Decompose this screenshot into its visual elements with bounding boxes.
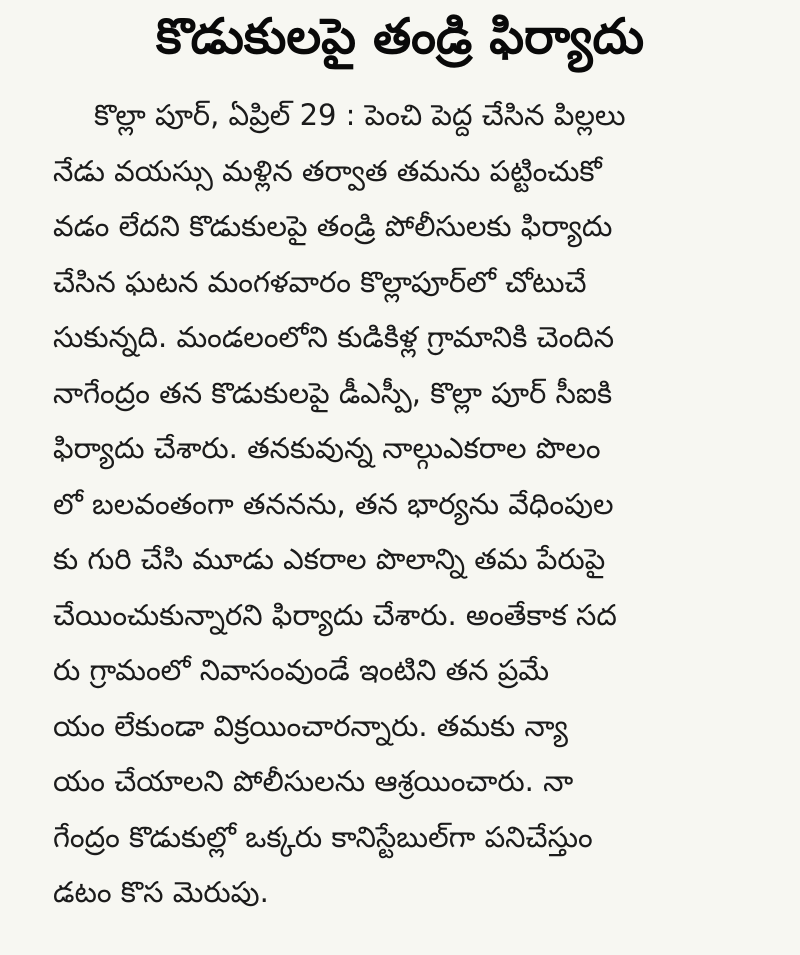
article-line: గేంద్రం కొడుకుల్లో ఒక్కరు కానిస్టేబుల్‌గా పనిచేస్తుం bbox=[53, 819, 593, 854]
article-line: చేసిన ఘటన మంగళవారం కొల్లాపూర్‌లో చోటుచే bbox=[53, 264, 587, 299]
article-line: లో బలవంతంగా తననను, తన భార్యను వేధింపుల bbox=[53, 486, 614, 521]
article-line: చేయించుకున్నారని ఫిర్యాదు చేశారు. అంతేకాక సద bbox=[53, 597, 617, 632]
article-line: యం చేయాలని పోలీసులను ఆశ్రయించారు. నా bbox=[53, 764, 574, 798]
article-line: సుకున్నది. మండలంలోని కుడికిళ్ల గ్రామానికి చెందిన bbox=[53, 320, 615, 354]
article-line: ఫిర్యాదు చేశారు. తనకువున్న నాల్గుఎకరాల పొలం bbox=[53, 431, 601, 465]
article-line: రు గ్రామంలో నివాసంవుండే ఇంటిని తన ప్రమే bbox=[53, 653, 550, 687]
article-line: కొల్లా పూర్, ఏప్రిల్ 29 : పెంచి పెద్ద చేసిన పిల్లలు bbox=[94, 98, 626, 132]
article-body bbox=[53, 88, 773, 921]
article-line: వడం లేదని కొడుకులపై తండ్రి పోలీసులకు ఫిర్యాదు bbox=[53, 209, 613, 243]
article-line: నాగేంద్రం తన కొడుకులపై డీఎస్పీ, కొల్లా పూర్ సీఐకి bbox=[53, 375, 613, 410]
article-headline: కొడుకులపై తండ్రి ఫిర్యాదు bbox=[155, 8, 645, 65]
article-line: కు గురి చేసి మూడు ఎకరాల పొలాన్ని తమ పేరుపై bbox=[53, 542, 606, 576]
article-line: నేడు వయస్సు మళ్లిన తర్వాత తమను పట్టించుకో bbox=[53, 153, 602, 188]
article-line: డటం కొస మెరుపు. bbox=[53, 875, 269, 909]
cropped-next-text-fragment bbox=[0, 945, 800, 955]
article-line: యం లేకుండా విక్రయించారన్నారు. తమకు న్యా bbox=[53, 708, 568, 743]
